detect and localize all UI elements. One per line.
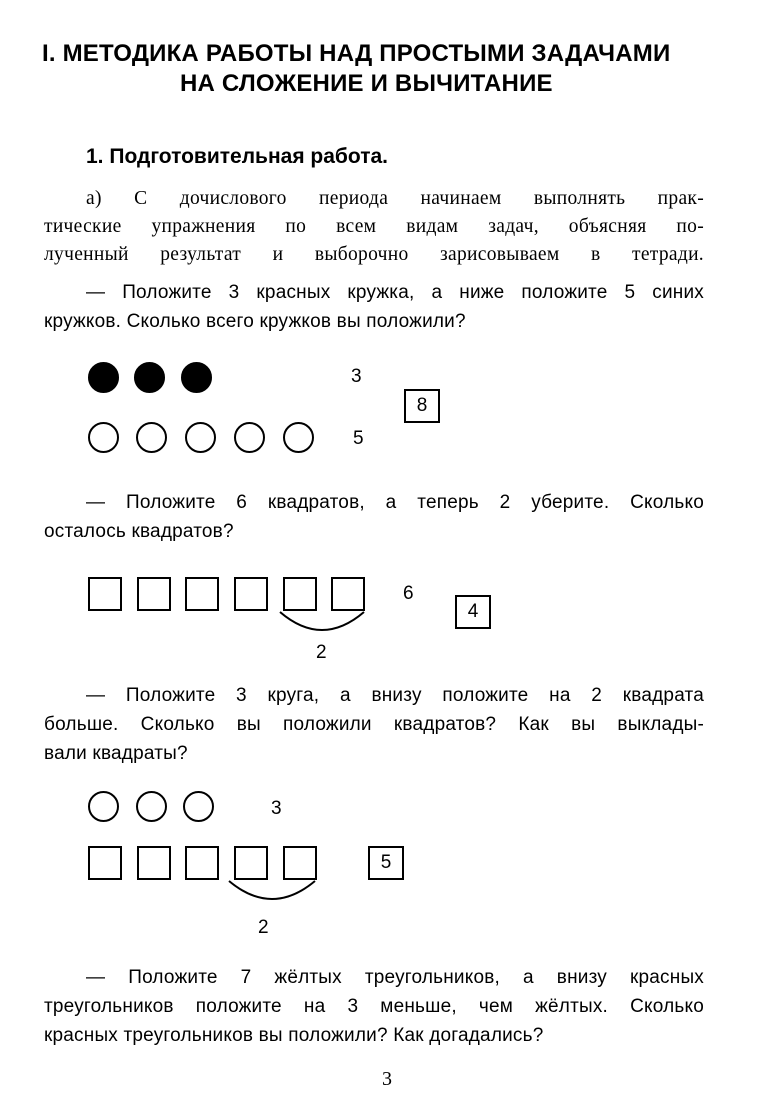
filled-circle — [134, 362, 165, 393]
task1-answer-box: 8 — [404, 389, 440, 423]
intro-line-2: тические упражнения по всем видам задач, объясняя по- — [44, 216, 704, 237]
task4-line-1: — Положите 7 жёлтых треугольников, а внизу красных — [86, 967, 704, 988]
task3-label-circles: 3 — [271, 798, 282, 819]
task1-line-1: — Положите 3 красных кружка, а ниже положите 5 синих — [86, 282, 704, 303]
empty-circle — [88, 422, 119, 453]
square — [283, 846, 317, 880]
page-number: 3 — [382, 1068, 392, 1090]
task2-label-removed: 2 — [316, 642, 327, 663]
empty-circle — [185, 422, 216, 453]
square — [185, 577, 219, 611]
task2-answer-box: 4 — [455, 595, 491, 629]
task1-line-2: кружков. Сколько всего кружков вы положили? — [44, 311, 466, 332]
empty-circle — [136, 791, 167, 822]
intro-line-1: а) С дочислового периода начинаем выполнять прак- — [86, 188, 704, 209]
square — [234, 846, 268, 880]
task3-line-1: — Положите 3 круга, а внизу положите на 2 квадрата — [86, 685, 704, 706]
square — [185, 846, 219, 880]
square — [283, 577, 317, 611]
task3-line-3: вали квадраты? — [44, 743, 188, 764]
task3-answer-box: 5 — [368, 846, 404, 880]
task4-line-2: треугольников положите на 3 меньше, чем жёлтых. Сколько — [44, 996, 704, 1017]
task4-line-3: красных треугольников вы положили? Как догадались? — [44, 1025, 544, 1046]
task3-line-2: больше. Сколько вы положили квадратов? Как вы выклады- — [44, 714, 704, 735]
task1-label-top: 3 — [351, 366, 362, 387]
empty-circle — [283, 422, 314, 453]
chapter-title-line-2: НА СЛОЖЕНИЕ И ВЫЧИТАНИЕ — [180, 70, 553, 97]
removed-brace — [276, 608, 368, 636]
task2-line-2: осталось квадратов? — [44, 521, 234, 542]
filled-circle — [88, 362, 119, 393]
task2-label-count: 6 — [403, 583, 414, 604]
extra-brace — [225, 877, 319, 905]
square — [331, 577, 365, 611]
empty-circle — [183, 791, 214, 822]
square — [234, 577, 268, 611]
task2-line-1: — Положите 6 квадратов, а теперь 2 уберите. Сколько — [86, 492, 704, 513]
chapter-title-line-1: I. МЕТОДИКА РАБОТЫ НАД ПРОСТЫМИ ЗАДАЧАМИ — [42, 40, 671, 67]
square — [137, 846, 171, 880]
square — [88, 577, 122, 611]
empty-circle — [234, 422, 265, 453]
square — [137, 577, 171, 611]
empty-circle — [88, 791, 119, 822]
section-heading: 1. Подготовительная работа. — [86, 145, 388, 168]
task1-label-bottom: 5 — [353, 428, 364, 449]
task3-label-extra: 2 — [258, 917, 269, 938]
filled-circle — [181, 362, 212, 393]
empty-circle — [136, 422, 167, 453]
intro-line-3: лученный результат и выборочно зарисовываем в тетради. — [44, 244, 704, 265]
square — [88, 846, 122, 880]
